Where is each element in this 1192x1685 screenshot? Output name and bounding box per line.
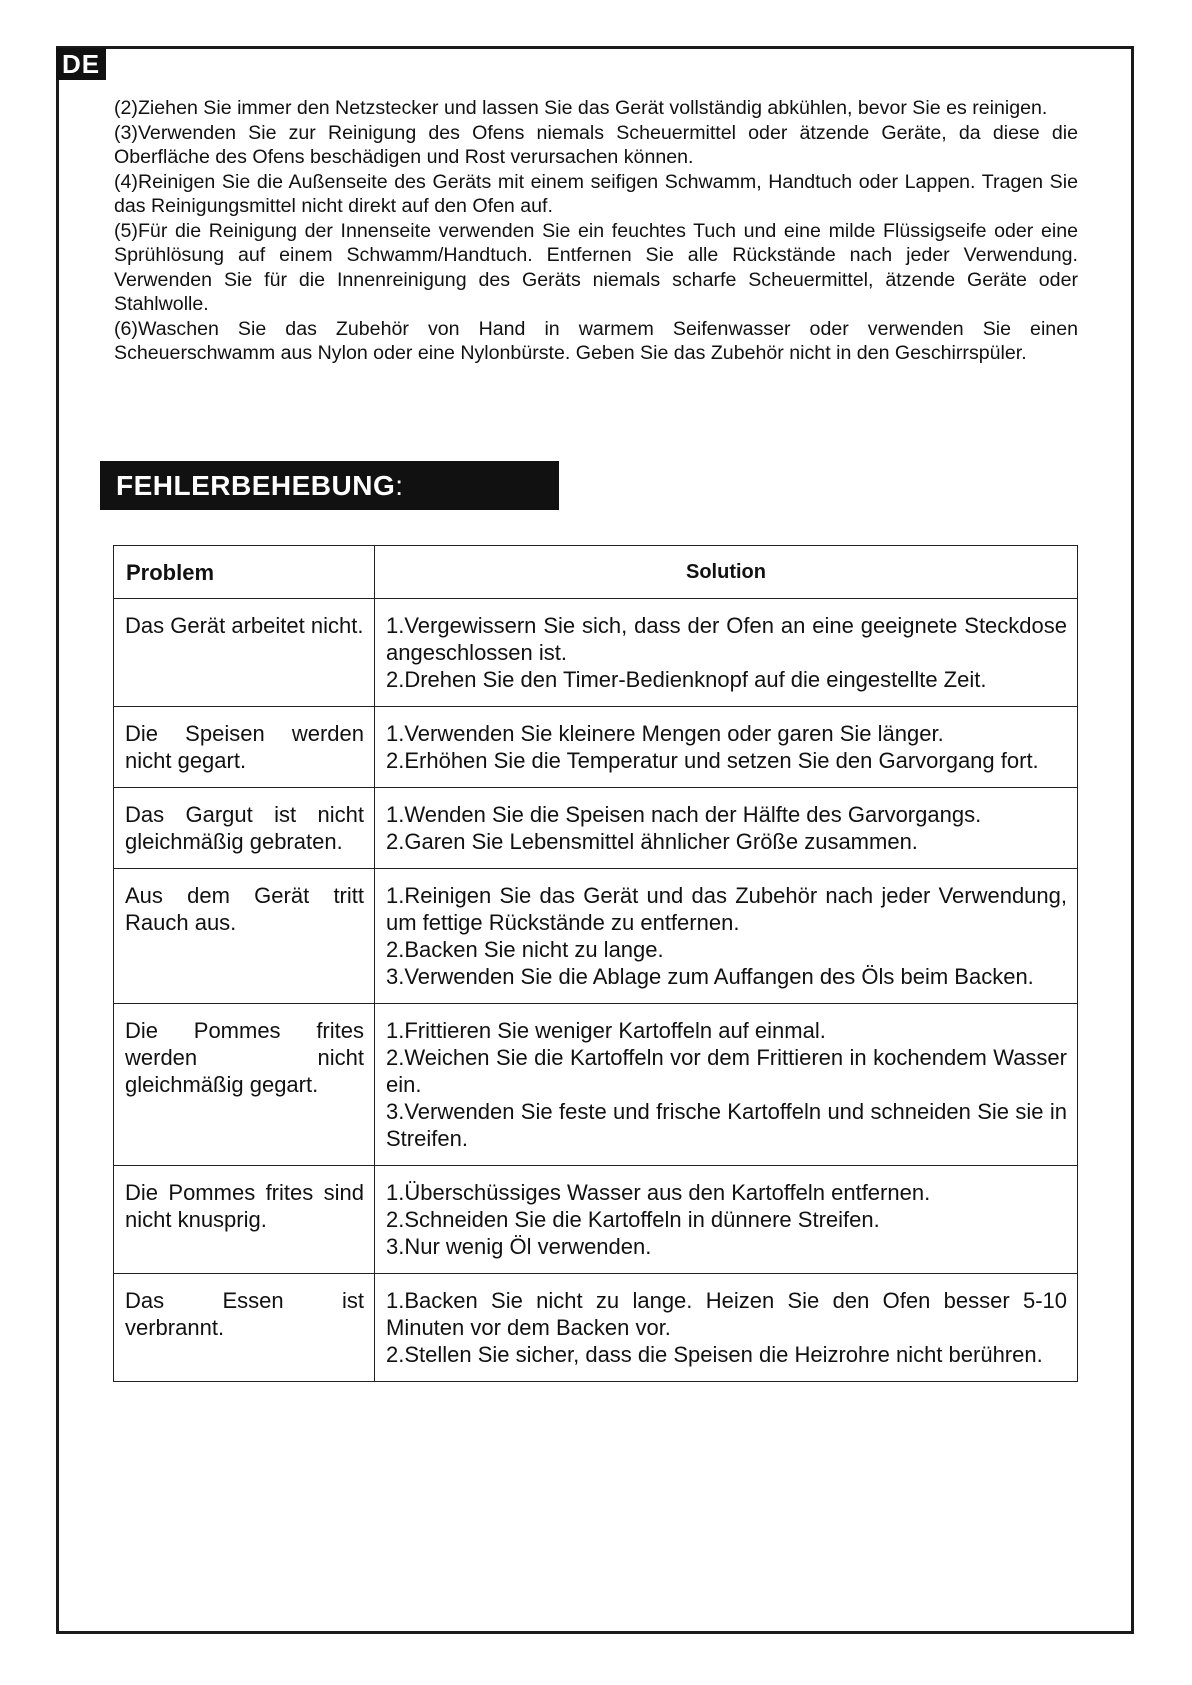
solution-step: 3.Verwenden Sie die Ablage zum Auffangen des Öls beim Backen. bbox=[386, 964, 1034, 989]
table-row bbox=[114, 1004, 1078, 1166]
solution-step: 1.Verwenden Sie kleinere Mengen oder garen Sie länger. bbox=[386, 721, 944, 746]
solution-step: 2.Weichen Sie die Kartoffeln vor dem Frittieren in kochendem Wasser ein. bbox=[386, 1045, 1067, 1097]
table-row bbox=[114, 599, 1078, 707]
header-solution: Solution bbox=[375, 546, 1078, 599]
table-row bbox=[114, 707, 1078, 788]
solution-step: 2.Schneiden Sie die Kartoffeln in dünnere Streifen. bbox=[386, 1207, 880, 1232]
solution-step: 1.Überschüssiges Wasser aus den Kartoffeln entfernen. bbox=[386, 1180, 931, 1205]
table-header-row bbox=[114, 546, 1078, 599]
problem-cell: Die Speisen werden nicht gegart. bbox=[114, 707, 375, 788]
section-colon: : bbox=[395, 470, 404, 501]
intro-paragraph: (6)Waschen Sie das Zubehör von Hand in warmem Seifenwasser oder verwenden Sie einen Scheuerschwamm aus Nylon oder eine Nylonbürste. Geben Sie das Zubehör nicht in den Geschirrspüler. bbox=[114, 317, 1078, 364]
solution-cell bbox=[375, 1004, 1078, 1166]
problem-cell: Die Pommes frites sind nicht knusprig. bbox=[114, 1166, 375, 1274]
solution-step: 1.Backen Sie nicht zu lange. Heizen Sie den Ofen besser 5-10 Minuten vor dem Backen vor. bbox=[386, 1288, 1067, 1340]
intro-paragraph: (3)Verwenden Sie zur Reinigung des Ofens niemals Scheuermittel oder ätzende Geräte, da diese die Oberfläche des Ofens beschädigen und Rost verursachen können. bbox=[114, 121, 1078, 168]
intro-paragraph: (5)Für die Reinigung der Innenseite verwenden Sie ein feuchtes Tuch und eine milde Flüssigseife oder eine Sprühlösung auf einem Schwamm/Handtuch. Entfernen Sie alle Rückstände nach jeder Verwendung. Verwenden Sie für die Innenreinigung des Geräts niemals scharfe Scheuermittel, ätzende Geräte oder Stahlwolle. bbox=[114, 219, 1078, 315]
table-row bbox=[114, 1274, 1078, 1382]
solution-step: 3.Nur wenig Öl verwenden. bbox=[386, 1234, 652, 1259]
intro-paragraph: (2)Ziehen Sie immer den Netzstecker und lassen Sie das Gerät vollständig abkühlen, bevor Sie es reinigen. bbox=[114, 97, 1048, 119]
intro-paragraph: (4)Reinigen Sie die Außenseite des Geräts mit einem seifigen Schwamm, Handtuch oder Lappen. Tragen Sie das Reinigungsmittel nicht direkt auf den Ofen auf. bbox=[114, 170, 1078, 217]
solution-cell bbox=[375, 707, 1078, 788]
solution-step: 2.Stellen Sie sicher, dass die Speisen die Heizrohre nicht berühren. bbox=[386, 1342, 1043, 1367]
solution-cell bbox=[375, 1274, 1078, 1382]
troubleshooting-heading bbox=[100, 461, 559, 510]
problem-cell: Die Pommes frites werden nicht gleichmäßig gegart. bbox=[114, 1004, 375, 1166]
table-body bbox=[114, 599, 1078, 1382]
troubleshooting-table bbox=[113, 545, 1078, 1382]
solution-cell bbox=[375, 1166, 1078, 1274]
solution-step: 2.Drehen Sie den Timer-Bedienknopf auf die eingestellte Zeit. bbox=[386, 667, 987, 692]
solution-step: 1.Frittieren Sie weniger Kartoffeln auf einmal. bbox=[386, 1018, 826, 1043]
table-row bbox=[114, 869, 1078, 1004]
cleaning-instructions bbox=[114, 96, 1078, 366]
solution-step: 1.Wenden Sie die Speisen nach der Hälfte des Garvorgangs. bbox=[386, 802, 982, 827]
problem-cell: Das Gerät arbeitet nicht. bbox=[114, 599, 375, 707]
solution-cell bbox=[375, 788, 1078, 869]
solution-cell bbox=[375, 869, 1078, 1004]
solution-cell bbox=[375, 599, 1078, 707]
solution-step: 2.Backen Sie nicht zu lange. bbox=[386, 937, 664, 962]
solution-step: 1.Vergewissern Sie sich, dass der Ofen an eine geeignete Steckdose angeschlossen ist. bbox=[386, 613, 1067, 665]
problem-cell: Aus dem Gerät tritt Rauch aus. bbox=[114, 869, 375, 1004]
solution-step: 3.Verwenden Sie feste und frische Kartoffeln und schneiden Sie sie in Streifen. bbox=[386, 1099, 1067, 1151]
problem-cell: Das Gargut ist nicht gleichmäßig gebraten. bbox=[114, 788, 375, 869]
solution-step: 2.Garen Sie Lebensmittel ähnlicher Größe zusammen. bbox=[386, 829, 918, 854]
solution-step: 1.Reinigen Sie das Gerät und das Zubehör nach jeder Verwendung, um fettige Rückstände zu entfernen. bbox=[386, 883, 1067, 935]
table-row bbox=[114, 1166, 1078, 1274]
table-row bbox=[114, 788, 1078, 869]
language-badge: DE bbox=[56, 48, 106, 80]
problem-cell: Das Essen ist verbrannt. bbox=[114, 1274, 375, 1382]
header-problem: Problem bbox=[114, 546, 375, 599]
solution-step: 2.Erhöhen Sie die Temperatur und setzen Sie den Garvorgang fort. bbox=[386, 748, 1039, 773]
section-title: FEHLERBEHEBUNG bbox=[116, 470, 396, 501]
